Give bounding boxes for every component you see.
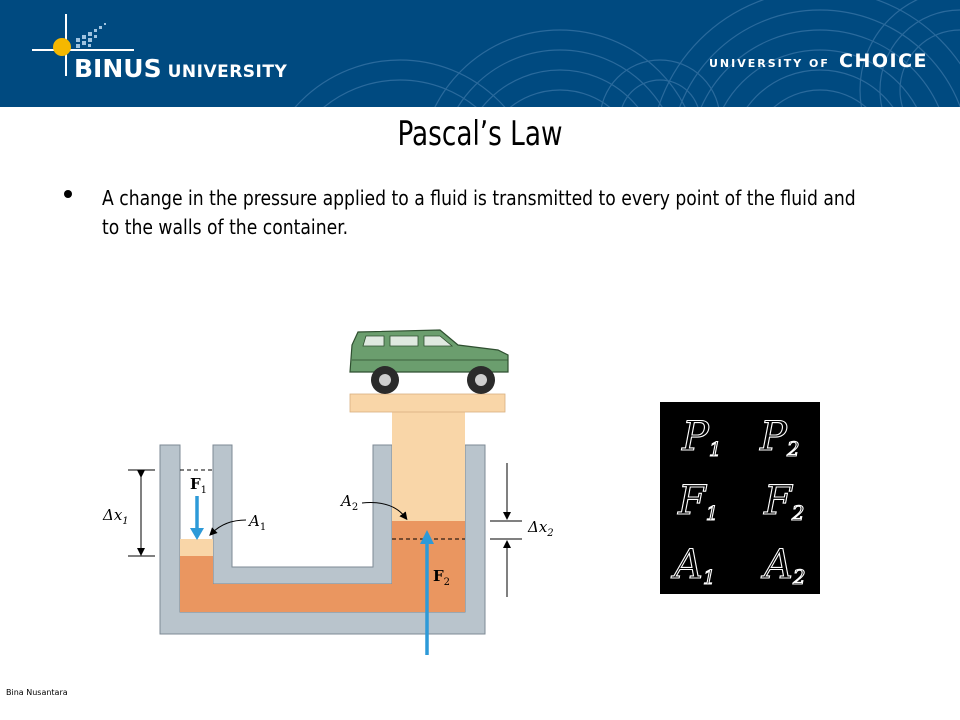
eq-p1: P [682,414,709,460]
label-delta-x1: Δx [103,506,123,524]
eq-a2: A [764,542,793,588]
svg-text:F2 [763,478,805,525]
bullet-text: A change in the pressure applied to a fluid is transmitted to every point of the fluid and to the walls of the container. [102,186,856,239]
label-f2: F [433,567,444,585]
tagline [709,50,928,72]
hydraulic-press-diagram [90,320,580,660]
large-piston-plate [350,394,505,412]
tagline-emphasis: CHOICE [839,50,928,72]
logo-suffix: UNIVERSITY [167,62,288,82]
eq-a2-sub: 2 [792,565,806,589]
svg-text:A1 [670,542,716,589]
eq-f2-sub: 2 [791,501,805,525]
svg-text:P2 [759,414,800,461]
slide-title: Pascal’s Law [397,114,563,154]
eq-f1: F [678,478,706,524]
logo-wordmark [74,54,287,83]
label-f2-sub: 2 [443,577,451,588]
svg-text:P1 [681,414,722,461]
svg-text:A1 [247,512,266,533]
eq-p1-sub: 1 [708,437,722,461]
label-delta-x2: Δx [528,518,548,536]
svg-text:F1 [677,478,719,525]
svg-text:A2 [339,492,358,513]
label-delta-x2-sub: 2 [547,528,554,539]
eq-f1-sub: 1 [705,501,719,525]
svg-text:A2 [760,542,806,589]
footer-author: Bina Nusantara [6,688,68,697]
tagline-prefix: UNIVERSITY OF [708,57,830,70]
logo-name: BINUS [74,54,162,83]
label-f1: F [190,475,201,493]
pascal-equation-box [660,402,820,594]
svg-text:F1 [190,475,207,496]
small-piston [180,539,213,556]
car-icon [350,330,508,394]
bullet-dot [64,190,72,198]
label-f1-sub: 1 [200,485,208,496]
label-delta-x1-sub: 1 [122,516,129,527]
svg-text:Δx2 [527,518,554,539]
eq-f2: F [764,478,792,524]
label-a1: A [249,512,260,530]
eq-a1-sub: 1 [702,565,716,589]
eq-a1: A [674,542,703,588]
label-a2-sub: 2 [351,502,359,513]
divider-wall [213,445,392,584]
large-piston-rod [392,411,465,521]
label-a1-sub: 1 [259,522,267,533]
label-a2: A [341,492,352,510]
f1-arrowhead [190,528,204,540]
header-banner [0,0,960,107]
svg-text:Δx1 [102,506,129,527]
eq-p2: P [760,414,787,460]
eq-p2-sub: 2 [786,437,800,461]
